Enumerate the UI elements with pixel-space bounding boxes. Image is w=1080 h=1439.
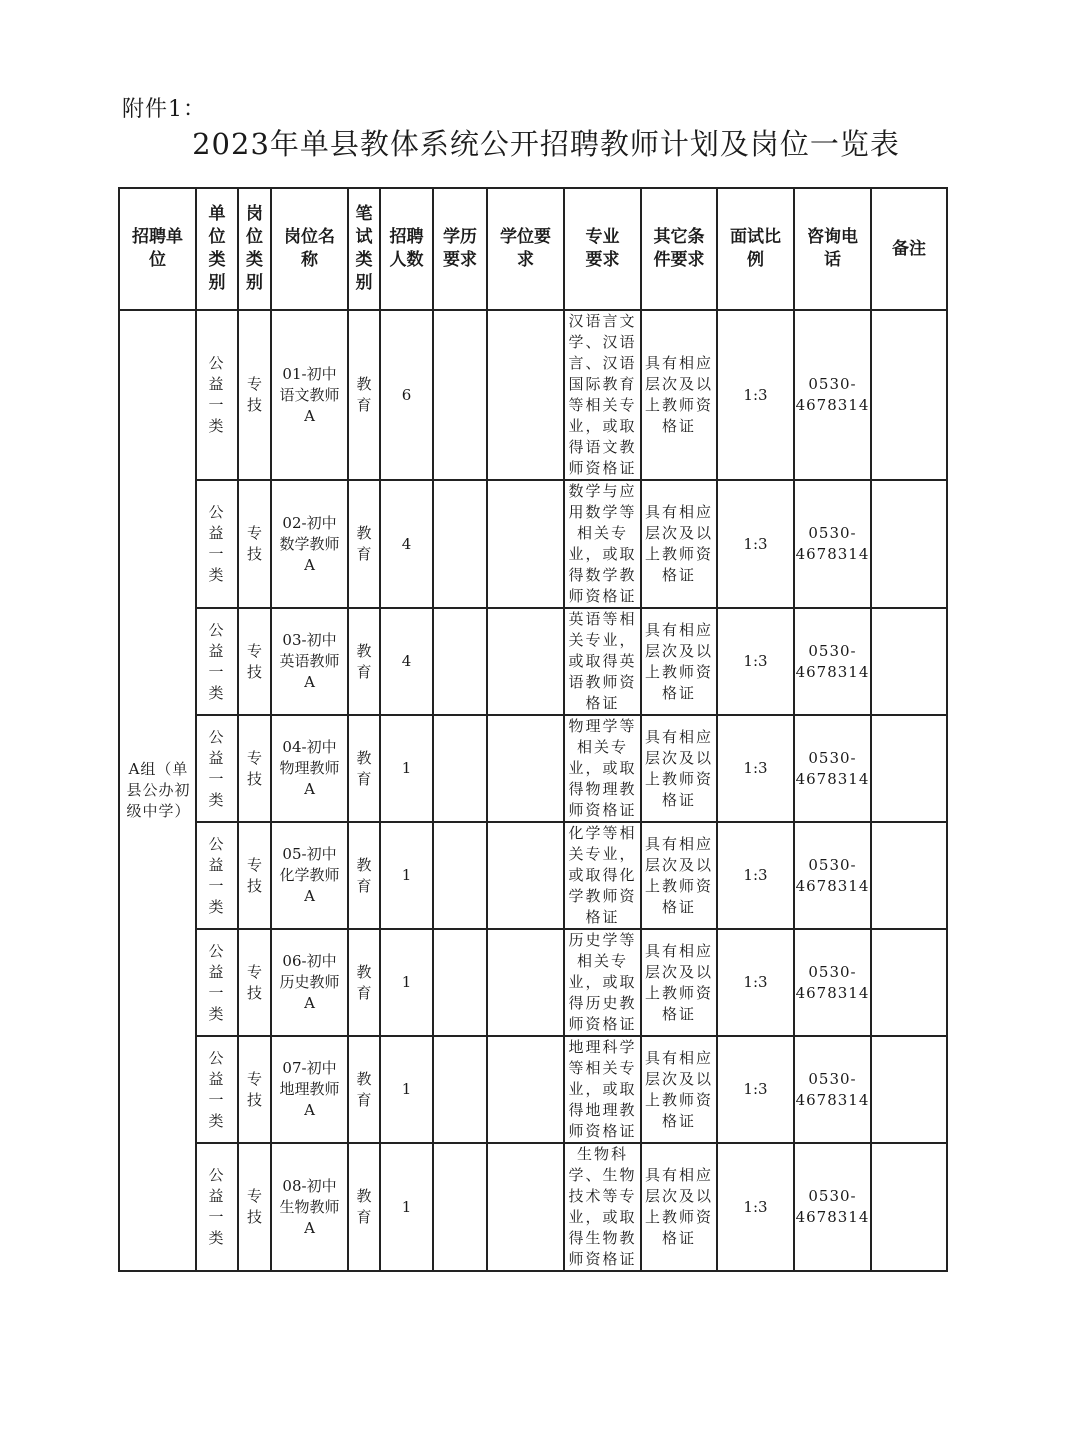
cell-other: 具有相应层次及以上教师资格证 (641, 608, 717, 715)
cell-phone: 0530-4678314 (794, 1143, 871, 1271)
cell-major: 数学与应用数学等相关专业，或取得数学教师资格证 (564, 480, 641, 608)
header-post-type: 岗位类别 (238, 188, 271, 310)
cell-post-type: 专技 (238, 715, 271, 822)
cell-post-name: 04-初中物理教师A (271, 715, 348, 822)
cell-education (433, 822, 487, 929)
cell-ratio: 1:3 (717, 929, 794, 1036)
cell-unit-type: 公益一类 (196, 929, 238, 1036)
cell-post-name: 07-初中地理教师A (271, 1036, 348, 1143)
cell-unit-type: 公益一类 (196, 310, 238, 480)
cell-exam-type: 教育 (348, 608, 380, 715)
cell-remark (871, 1143, 947, 1271)
table-row (119, 1143, 947, 1271)
header-count: 招聘人数 (380, 188, 433, 310)
cell-post-type: 专技 (238, 310, 271, 480)
header-exam-type: 笔试类别 (348, 188, 380, 310)
cell-other: 具有相应层次及以上教师资格证 (641, 929, 717, 1036)
cell-exam-type: 教育 (348, 822, 380, 929)
cell-post-type: 专技 (238, 929, 271, 1036)
cell-major: 历史学等相关专业，或取得历史教师资格证 (564, 929, 641, 1036)
cell-ratio: 1:3 (717, 310, 794, 480)
cell-phone: 0530-4678314 (794, 822, 871, 929)
cell-degree (487, 822, 564, 929)
cell-education (433, 480, 487, 608)
cell-unit-type: 公益一类 (196, 1036, 238, 1143)
cell-count: 1 (380, 715, 433, 822)
cell-education (433, 310, 487, 480)
cell-remark (871, 480, 947, 608)
cell-phone: 0530-4678314 (794, 1036, 871, 1143)
cell-other: 具有相应层次及以上教师资格证 (641, 310, 717, 480)
cell-remark (871, 715, 947, 822)
cell-count: 1 (380, 1036, 433, 1143)
cell-post-name: 06-初中历史教师A (271, 929, 348, 1036)
header-degree: 学位要求 (487, 188, 564, 310)
cell-degree (487, 480, 564, 608)
cell-unit-type: 公益一类 (196, 1143, 238, 1271)
cell-remark (871, 822, 947, 929)
cell-count: 1 (380, 929, 433, 1036)
cell-major: 生物科学、生物技术等专业，或取得生物教师资格证 (564, 1143, 641, 1271)
cell-education (433, 608, 487, 715)
cell-count: 6 (380, 310, 433, 480)
cell-count: 1 (380, 822, 433, 929)
table-row (119, 480, 947, 608)
cell-group-unit: A组（单县公办初级中学） (119, 310, 196, 1271)
header-phone: 咨询电话 (794, 188, 871, 310)
cell-ratio: 1:3 (717, 715, 794, 822)
cell-degree (487, 929, 564, 1036)
cell-phone: 0530-4678314 (794, 715, 871, 822)
cell-exam-type: 教育 (348, 480, 380, 608)
cell-phone: 0530-4678314 (794, 310, 871, 480)
cell-exam-type: 教育 (348, 929, 380, 1036)
cell-unit-type: 公益一类 (196, 608, 238, 715)
header-major: 专业要求 (564, 188, 641, 310)
cell-major: 汉语言文学、汉语言、汉语国际教育等相关专业，或取得语文教师资格证 (564, 310, 641, 480)
cell-post-name: 03-初中英语教师A (271, 608, 348, 715)
header-post-name: 岗位名称 (271, 188, 348, 310)
recruitment-table (118, 187, 948, 1272)
header-unit-type: 单位类别 (196, 188, 238, 310)
cell-unit-type: 公益一类 (196, 715, 238, 822)
cell-count: 1 (380, 1143, 433, 1271)
page-title: 2023年单县教体系统公开招聘教师计划及岗位一览表 (192, 127, 900, 161)
cell-degree (487, 310, 564, 480)
cell-exam-type: 教育 (348, 1143, 380, 1271)
cell-phone: 0530-4678314 (794, 608, 871, 715)
cell-exam-type: 教育 (348, 715, 380, 822)
header-row (119, 188, 947, 310)
cell-ratio: 1:3 (717, 1036, 794, 1143)
cell-degree (487, 1143, 564, 1271)
cell-exam-type: 教育 (348, 1036, 380, 1143)
cell-phone: 0530-4678314 (794, 929, 871, 1036)
attachment-label: 附件1： (122, 97, 206, 122)
header-other: 其它条件要求 (641, 188, 717, 310)
cell-degree (487, 608, 564, 715)
table-row (119, 1036, 947, 1143)
cell-other: 具有相应层次及以上教师资格证 (641, 715, 717, 822)
cell-education (433, 1036, 487, 1143)
cell-post-type: 专技 (238, 822, 271, 929)
cell-ratio: 1:3 (717, 608, 794, 715)
cell-other: 具有相应层次及以上教师资格证 (641, 480, 717, 608)
cell-education (433, 929, 487, 1036)
cell-major: 英语等相关专业，或取得英语教师资格证 (564, 608, 641, 715)
cell-major: 地理科学等相关专业，或取得地理教师资格证 (564, 1036, 641, 1143)
cell-remark (871, 929, 947, 1036)
cell-exam-type: 教育 (348, 310, 380, 480)
cell-major: 化学等相关专业，或取得化学教师资格证 (564, 822, 641, 929)
cell-ratio: 1:3 (717, 480, 794, 608)
table-row (119, 310, 947, 480)
cell-post-name: 02-初中数学教师A (271, 480, 348, 608)
cell-other: 具有相应层次及以上教师资格证 (641, 822, 717, 929)
cell-education (433, 1143, 487, 1271)
cell-post-type: 专技 (238, 1143, 271, 1271)
cell-remark (871, 608, 947, 715)
table-row (119, 822, 947, 929)
cell-ratio: 1:3 (717, 822, 794, 929)
header-unit: 招聘单位 (119, 188, 196, 310)
cell-post-type: 专技 (238, 480, 271, 608)
cell-phone: 0530-4678314 (794, 480, 871, 608)
header-remark: 备注 (871, 188, 947, 310)
cell-remark (871, 1036, 947, 1143)
cell-post-type: 专技 (238, 1036, 271, 1143)
cell-other: 具有相应层次及以上教师资格证 (641, 1036, 717, 1143)
header-education: 学历要求 (433, 188, 487, 310)
cell-degree (487, 715, 564, 822)
table-row (119, 715, 947, 822)
cell-count: 4 (380, 480, 433, 608)
cell-post-name: 01-初中语文教师A (271, 310, 348, 480)
table-row (119, 929, 947, 1036)
header-ratio: 面试比例 (717, 188, 794, 310)
cell-remark (871, 310, 947, 480)
cell-ratio: 1:3 (717, 1143, 794, 1271)
cell-post-name: 05-初中化学教师A (271, 822, 348, 929)
cell-education (433, 715, 487, 822)
table-row (119, 608, 947, 715)
cell-count: 4 (380, 608, 433, 715)
cell-post-type: 专技 (238, 608, 271, 715)
cell-major: 物理学等相关专业，或取得物理教师资格证 (564, 715, 641, 822)
cell-degree (487, 1036, 564, 1143)
cell-unit-type: 公益一类 (196, 822, 238, 929)
cell-other: 具有相应层次及以上教师资格证 (641, 1143, 717, 1271)
cell-post-name: 08-初中生物教师A (271, 1143, 348, 1271)
cell-unit-type: 公益一类 (196, 480, 238, 608)
